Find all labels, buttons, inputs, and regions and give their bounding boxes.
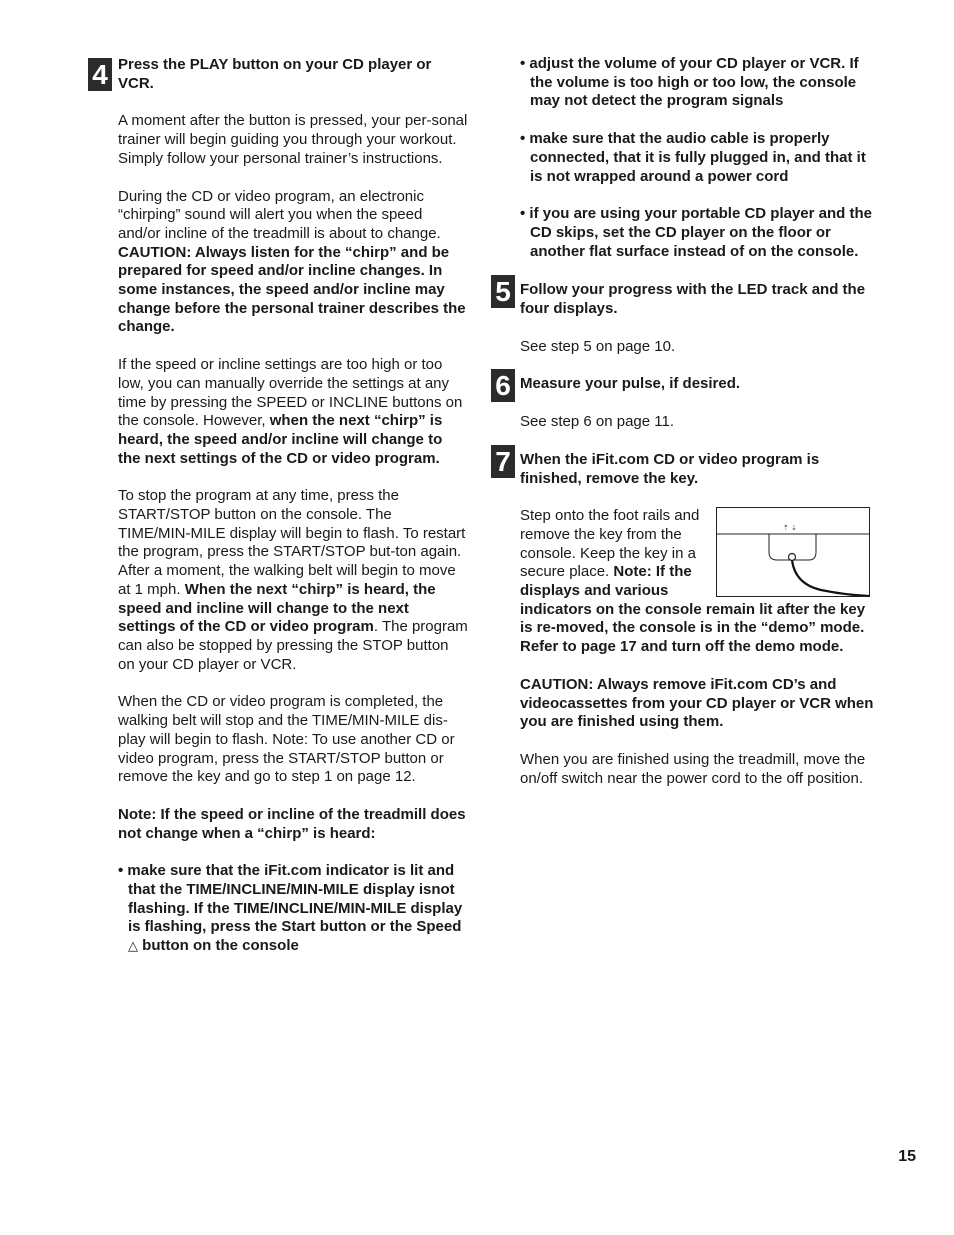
- step-7-heading: When the iFit.com CD or video program is finished, remove the key.: [520, 450, 820, 487]
- step-4-paragraph-4: [118, 487, 468, 674]
- left-column: [118, 56, 468, 956]
- step-4-caution: CAUTION: Always listen for the “chirp” and be prepared for speed and/or incline changes. In some instances, the speed and/or incline may change before the personal trainer describes the change.: [118, 243, 466, 336]
- bullet-volume: • adjust the volume of your CD player or VCR. If the volume is too high or too low, the console may not detect the program signals: [520, 55, 859, 110]
- key-console-illustration: [716, 507, 870, 597]
- step-4-number: 4: [88, 58, 112, 91]
- step-5-heading: Follow your progress with the LED track and the four displays.: [520, 281, 866, 318]
- step-7-body-text: Step onto the foot rails and remove the key from the console. Keep the key in a secure place.: [520, 507, 700, 581]
- bullet-audio-cable: • make sure that the audio cable is properly connected, that it is fully plugged in, and that it is not wrapped around a power cord: [520, 130, 866, 185]
- step-6-body: See step 6 on page 11.: [520, 413, 675, 431]
- bullet-indicator: [118, 862, 468, 956]
- step-6-heading: Measure your pulse, if desired.: [520, 375, 741, 393]
- right-column: [520, 55, 876, 788]
- step-4-paragraph-1: A moment after the button is pressed, your per-sonal trainer will begin guiding you through your workout. Simply follow your personal trainer’s instructions.: [118, 112, 468, 167]
- speed-up-triangle-icon: △: [128, 938, 138, 954]
- step-4-paragraph-5: When the CD or video program is completed, the walking belt will stop and the TIME/MIN-MILE dis-play will begin to flash. Note: To use another CD or video program, press the START/STOP button or remove the key and go to step 1 on page 12.: [118, 693, 455, 786]
- step-4-paragraph-3-text: If the speed or incline settings are too high or too low, you can manually override the settings at any time by pressing the SPEED or INCLINE buttons on the console. However,: [118, 356, 463, 430]
- step-7-body-block: [520, 507, 876, 657]
- step-7-caution: CAUTION: Always remove iFit.com CD’s and videocassettes from your CD player or VCR when you are finished using them.: [520, 675, 874, 731]
- step-5-number: 5: [491, 275, 515, 308]
- step-4-paragraph-4-period: .: [373, 618, 379, 636]
- step-7-note: Note: If the displays and various indicators on the console remain lit after the key is re-moved, the console is in the “demo” mode. Refer to page 17 and turn off the demo mode.: [520, 563, 866, 656]
- step-4-note: Note: If the speed or incline of the treadmill does not change when a “chirp” is heard:: [118, 805, 466, 842]
- step-4-paragraph-2: [118, 188, 468, 338]
- step-4-paragraph-3: [118, 356, 468, 468]
- step-7-final: When you are finished using the treadmill, move the on/off switch near the power cord to the off position.: [520, 750, 866, 787]
- step-7-number: 7: [491, 445, 515, 478]
- step-6-number: 6: [491, 369, 515, 402]
- step-4-paragraph-4-text: To stop the program at any time, press the START/STOP button on the console. The TIME/MIN-MILE display will begin to flash. To restart the program, press the START/STOP but-ton again. After a moment, the walking belt will begin to move at 1 mph.: [118, 487, 466, 598]
- console-key-icon: [717, 508, 869, 596]
- step-4-paragraph-4-bold: When the next “chirp” is heard, the speed and incline will change to the next settings of the CD or video program: [118, 580, 436, 636]
- console-marks: ⇡ ⇣: [783, 524, 797, 533]
- bullet-cd-skips: • if you are using your portable CD player and the CD skips, set the CD player on the floor or another flat surface instead of on the console.: [520, 205, 872, 260]
- step-4-heading: Press the PLAY button on your CD player or VCR.: [118, 56, 432, 92]
- step-4-paragraph-2-text: During the CD or video program, an electronic “chirping” sound will alert you when the speed and/or incline of the treadmill is about to change.: [118, 187, 441, 242]
- bullet-indicator-text: • make sure that the iFit.com indicator is lit and that the TIME/INCLINE/MIN-MILE display isnot flashing. If the TIME/INCLINE/MIN-MILE display is flashing, press the Start button or the Speed: [118, 862, 463, 936]
- page-number: 15: [898, 1148, 916, 1165]
- step-4-paragraph-3-bold: when the next “chirp” is heard, the speed and/or incline will change to the next settings of the CD or video program.: [118, 412, 443, 467]
- step-4-paragraph-4-text-2: The program can also be stopped by pressing the STOP button on your CD player or VCR.: [118, 618, 468, 673]
- step-5-body: See step 5 on page 10.: [520, 337, 676, 355]
- bullet-indicator-end: button on the console: [142, 937, 299, 955]
